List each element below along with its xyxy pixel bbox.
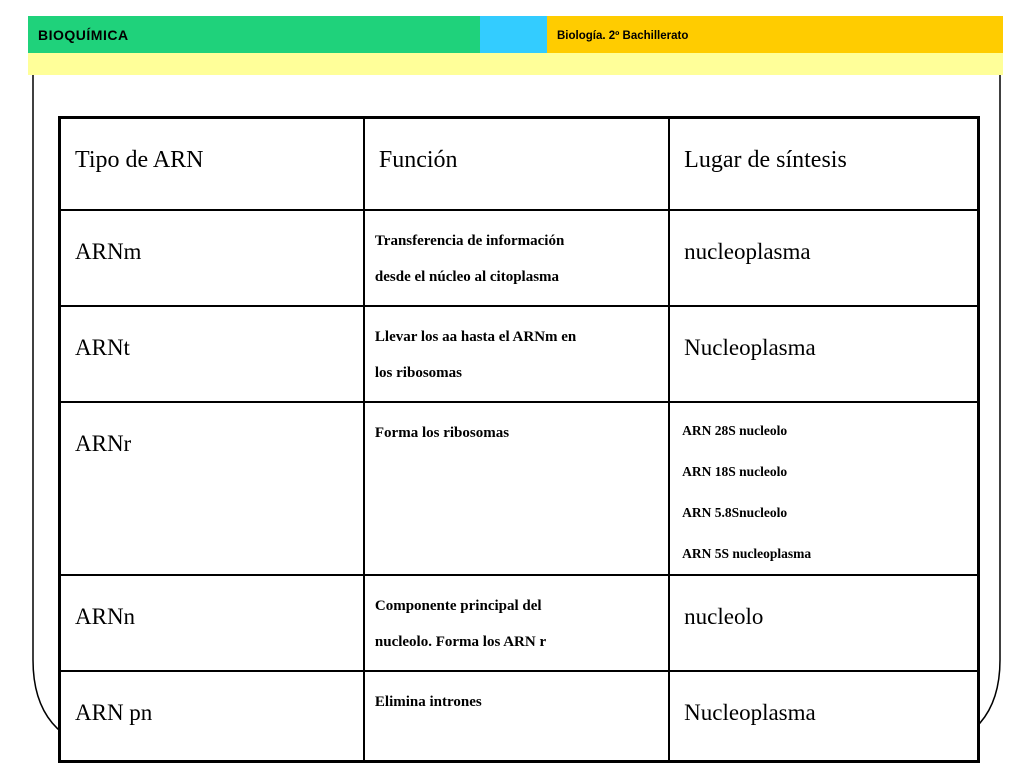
synthesis-place-line: ARN 5.8Snucleolo [682, 505, 788, 520]
header-cell-place: Lugar de síntesis [669, 118, 978, 211]
synthesis-place: Nucleoplasma [684, 335, 816, 360]
header-cell-function: Función [364, 118, 669, 211]
synthesis-place-line: ARN 5S nucleoplasma [682, 546, 812, 561]
cell-type [60, 210, 364, 306]
cell-type [60, 306, 364, 402]
synthesis-place: nucleoplasma [684, 239, 811, 264]
function-line: Transferencia de información [374, 233, 565, 249]
cell-function [364, 575, 669, 671]
function-line: Forma los ribosomas [374, 425, 510, 441]
cell-type [60, 402, 364, 575]
table-row [60, 671, 979, 761]
table-header-row [60, 118, 979, 211]
cell-function [364, 210, 669, 306]
cell-place [669, 402, 978, 575]
rna-type: ARNm [75, 239, 142, 264]
table-row [60, 306, 979, 402]
synthesis-place: Nucleoplasma [684, 700, 816, 725]
function-line: Elimina intrones [374, 694, 482, 710]
course-label: Biología. 2º Bachillerato [557, 30, 689, 42]
rna-types-table [58, 116, 980, 763]
cell-type [60, 671, 364, 761]
cell-place [669, 575, 978, 671]
function-line: desde el núcleo al citoplasma [374, 269, 560, 285]
header-cell-type: Tipo de ARN [60, 118, 364, 211]
rna-type: ARNn [75, 604, 136, 629]
cell-place [669, 671, 978, 761]
rna-type: ARNt [75, 335, 130, 360]
cell-place [669, 306, 978, 402]
synthesis-place-line: ARN 18S nucleolo [682, 464, 788, 479]
rna-type: ARNr [75, 431, 132, 456]
slide-section-title: BIOQUÍMICA [38, 27, 129, 43]
rna-type: ARN pn [75, 700, 153, 725]
function-line: Componente principal del [374, 598, 542, 614]
cell-function [364, 306, 669, 402]
function-line: los ribosomas [374, 365, 462, 381]
synthesis-place-line: ARN 28S nucleolo [682, 423, 788, 438]
function-line: Llevar los aa hasta el ARNm en [374, 329, 577, 345]
function-line: nucleolo. Forma los ARN r [374, 634, 547, 650]
synthesis-place: nucleolo [684, 604, 764, 629]
table-row [60, 575, 979, 671]
cell-type [60, 575, 364, 671]
table-row [60, 210, 979, 306]
cell-place [669, 210, 978, 306]
cell-function [364, 671, 669, 761]
cell-function [364, 402, 669, 575]
table-row [60, 402, 979, 575]
